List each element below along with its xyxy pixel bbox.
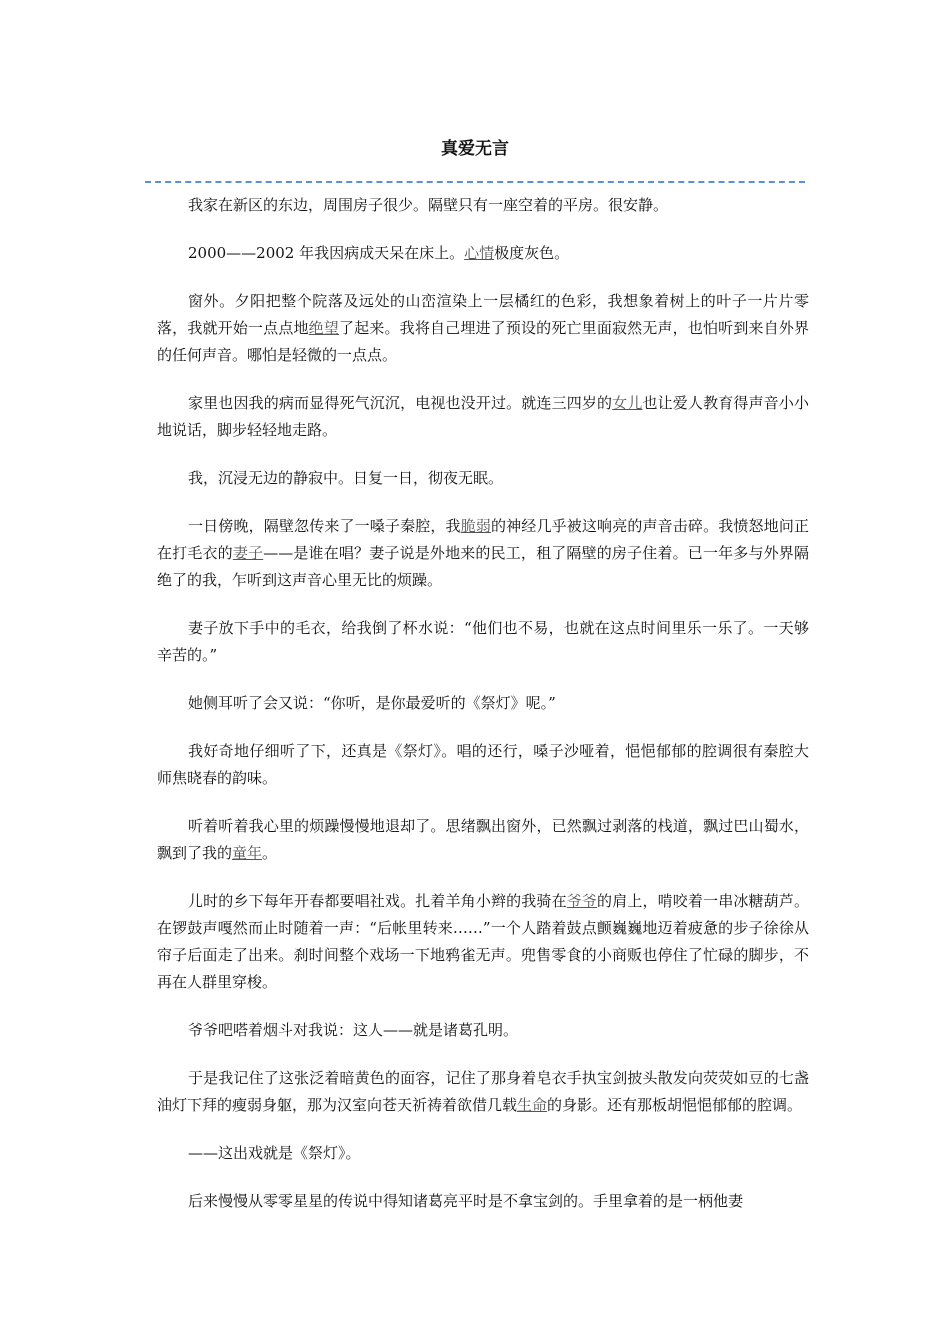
paragraph-text: ——这出戏就是《祭灯》。 [188,1144,361,1162]
paragraph [157,813,809,867]
document-title: 真爱无言 [441,139,509,159]
paragraph-text: 的神经几乎被这响亮的声音击碎。我愤怒地问正在打毛衣的 [157,517,809,562]
paragraph-text: 我好奇地仔细听了下，还真是《祭灯》。唱的还行，嗓子沙哑着，悒悒郁郁的腔调很有秦腔大师焦晓春的韵味。 [157,742,809,787]
paragraph-text: 听着听着我心里的烦躁慢慢地退却了。思绪飘出窗外，已然飘过剥落的栈道，飘过巴山蜀水，飘到了我的 [157,817,809,862]
paragraph-text: 家里也因我的病而显得死气沉沉，电视也没开过。就连三四岁的 [188,394,613,412]
paragraph-text: 一日傍晚，隔壁忽传来了一嗓子秦腔，我 [188,517,461,535]
paragraph [157,690,809,717]
paragraph-text: 儿时的乡下每年开春都要唱社戏。扎着羊角小辫的我骑在 [188,892,567,910]
paragraph-text: 。 [262,844,278,862]
inline-link[interactable]: 绝望 [308,319,340,337]
paragraph-text: 于是我记住了这张泛着暗黄色的面容，记住了那身着皂衣手执宝剑披头散发向荧荧如豆的七盏油灯下拜的瘦弱身躯，那为汉室向苍天祈祷着欲借几载 [157,1069,809,1114]
document-body [157,192,809,1236]
paragraph [157,390,809,444]
paragraph [157,465,809,492]
paragraph-text: 她侧耳听了会又说：“你听，是你最爱听的《祭灯》呢。” [188,694,556,712]
inline-link[interactable]: 女儿 [612,394,643,412]
inline-link[interactable]: 脆弱 [460,517,491,535]
paragraph [157,288,809,369]
paragraph [157,513,809,594]
paragraph-text: 的身影。还有那板胡悒悒郁郁的腔调。 [547,1096,803,1114]
inline-link[interactable]: 生命 [517,1096,548,1114]
inline-link[interactable]: 爷爷 [566,892,598,910]
inline-link[interactable]: 妻子 [232,544,264,562]
inline-link[interactable]: 童年 [232,844,263,862]
dashed-divider [145,181,805,183]
paragraph-text: 我家在新区的东边，周围房子很少。隔壁只有一座空着的平房。很安静。 [188,196,669,214]
paragraph [157,1140,809,1167]
paragraph-text: 我，沉浸无边的静寂中。日复一日，彻夜无眠。 [188,469,504,487]
paragraph [157,1065,809,1119]
paragraph-text: 的肩上，啃咬着一串冰糖葫芦。在锣鼓声嘎然而止时随着一声：“后帐里转来……”一个人踏着鼓点颤巍巍地迈着疲惫的步子徐徐从帘子后面走了出来。刹时间整个戏场一下地鸦雀无声。兜售零食的小商贩也停住了忙碌的脚步，不再在人群里穿梭。 [157,892,809,991]
paragraph-text: 2000——2002 年我因病成天呆在床上。 [188,244,465,262]
inline-link[interactable]: 心情 [464,244,495,262]
paragraph [157,192,809,219]
paragraph-text: 后来慢慢从零零星星的传说中得知诸葛亮平时是不拿宝剑的。手里拿着的是一柄他妻 [188,1192,744,1210]
paragraph-text: 窗外。夕阳把整个院落及远处的山峦渲染上一层橘红的色彩，我想象着树上的叶子一片片零落，我就开始一点点地 [157,292,809,337]
paragraph-text: 爷爷吧嗒着烟斗对我说：这人——就是诸葛孔明。 [188,1021,519,1039]
paragraph [157,615,809,669]
paragraph-text: 极度灰色。 [494,244,570,262]
paragraph [157,1017,809,1044]
paragraph-text: 了起来。我将自己埋进了预设的死亡里面寂然无声，也怕听到来自外界的任何声音。哪怕是轻微的一点点。 [157,319,809,364]
paragraph [157,888,809,996]
paragraph-text: 也让爱人教育得声音小小地说话，脚步轻轻地走路。 [157,394,809,439]
paragraph [157,240,809,267]
paragraph-text: ——是谁在唱？妻子说是外地来的民工，租了隔壁的房子住着。已一年多与外界隔绝了的我，乍听到这声音心里无比的烦躁。 [157,544,809,589]
paragraph [157,738,809,792]
paragraph [157,1188,809,1215]
paragraph-text: 妻子放下手中的毛衣，给我倒了杯水说：“他们也不易，也就在这点时间里乐一乐了。一天够辛苦的。” [157,619,809,664]
